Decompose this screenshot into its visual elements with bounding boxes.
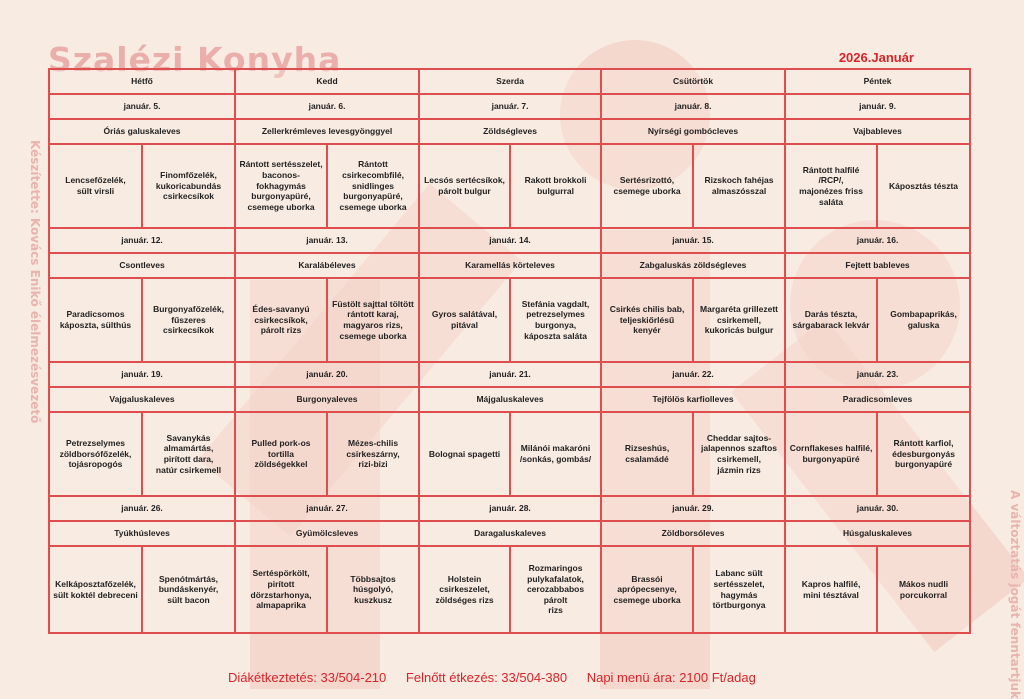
dish-cell: Rozmaringos pulykafalatok, cerozabbabos párolt rizs <box>510 546 601 633</box>
date-cell: január. 22. <box>601 362 785 387</box>
dish-cell: Milánói makaróni /sonkás, gombás/ <box>510 412 601 496</box>
date-row <box>49 228 970 253</box>
soup-cell: Daragaluskaleves <box>419 521 601 546</box>
soup-cell: Paradicsomleves <box>785 387 970 412</box>
dish-cell: Rántott sertésszelet, baconos-fokhagymás burgonyapüré, csemege uborka <box>235 144 327 228</box>
date-row <box>49 362 970 387</box>
dish-cell: Lecsós sertécsíkok, párolt bulgur <box>419 144 510 228</box>
dish-cell: Kapros halfilé, mini tésztával <box>785 546 877 633</box>
day-header: Szerda <box>419 69 601 94</box>
dish-cell: Káposztás tészta <box>877 144 970 228</box>
soup-cell: Vajgaluskaleves <box>49 387 235 412</box>
dish-cell: Sertéspörkölt, pirított dörzstarhonya, almapaprika <box>235 546 327 633</box>
adult-catering-phone: Felnőtt étkezés: 33/504-380 <box>405 670 568 685</box>
brand-logo-text: Szalézi Konyha <box>48 40 342 79</box>
date-cell: január. 15. <box>601 228 785 253</box>
soup-cell: Zöldségleves <box>419 119 601 144</box>
dish-row <box>49 144 970 228</box>
dish-cell: Margaréta grillezett csirkemell, kukoricás bulgur <box>693 278 785 362</box>
date-cell: január. 30. <box>785 496 970 521</box>
date-cell: január. 13. <box>235 228 419 253</box>
menu-table <box>48 68 971 634</box>
day-header: Hétfő <box>49 69 235 94</box>
dish-row <box>49 278 970 362</box>
dish-cell: Rántott csirkecombfilé, snidlinges burgonyapüré, csemege uborka <box>327 144 419 228</box>
soup-row <box>49 119 970 144</box>
dish-cell: Gombapaprikás, galuska <box>877 278 970 362</box>
dish-cell: Rakott brokkoli bulgurral <box>510 144 601 228</box>
dish-cell: Labanc sült sertésszelet, hagymás törtburgonya <box>693 546 785 633</box>
dish-cell: Finomfőzelék, kukoricabundás csirkecsíkok <box>142 144 235 228</box>
soup-cell: Óriás galuskaleves <box>49 119 235 144</box>
soup-row <box>49 387 970 412</box>
daily-menu-price: Napi menü ára: 2100 Ft/adag <box>586 670 756 685</box>
soup-cell: Zöldborsóleves <box>601 521 785 546</box>
date-cell: január. 16. <box>785 228 970 253</box>
date-cell: január. 19. <box>49 362 235 387</box>
date-cell: január. 28. <box>419 496 601 521</box>
soup-cell: Burgonyaleves <box>235 387 419 412</box>
dish-cell: Paradicsomos káposzta, sülthús <box>49 278 142 362</box>
dish-cell: Csirkés chilis bab, teljeskiőrlésű kenyér <box>601 278 693 362</box>
date-cell: január. 29. <box>601 496 785 521</box>
soup-cell: Húsgaluskaleves <box>785 521 970 546</box>
soup-cell: Tejfölös karfiolleves <box>601 387 785 412</box>
side-text-disclaimer: A változtatás jogát fenntartjuk <box>1008 490 1022 699</box>
dish-cell: Burgonyafőzelék, fűszeres csirkecsíkok <box>142 278 235 362</box>
dish-cell: Pulled pork-os tortilla zöldségekkel <box>235 412 327 496</box>
dish-cell: Kelkáposztafőzelék, sült koktél debreceni <box>49 546 142 633</box>
dish-cell: Bolognai spagetti <box>419 412 510 496</box>
soup-cell: Zabgaluskás zöldségleves <box>601 253 785 278</box>
date-cell: január. 14. <box>419 228 601 253</box>
dish-cell: Petrezselymes zöldborsófőzelék, tojásropogós <box>49 412 142 496</box>
soup-cell: Gyümölcsleves <box>235 521 419 546</box>
date-row <box>49 496 970 521</box>
dish-cell: Stefánia vagdalt, petrezselymes burgonya, káposzta saláta <box>510 278 601 362</box>
dish-cell: Sertésrizottó, csemege uborka <box>601 144 693 228</box>
date-cell: január. 8. <box>601 94 785 119</box>
soup-cell: Fejtett bableves <box>785 253 970 278</box>
date-cell: január. 26. <box>49 496 235 521</box>
dish-cell: Holstein csirkeszelet, zöldséges rizs <box>419 546 510 633</box>
date-cell: január. 23. <box>785 362 970 387</box>
dish-cell: Gyros salátával, pitával <box>419 278 510 362</box>
day-header: Csütörtök <box>601 69 785 94</box>
soup-cell: Zellerkrémleves levesgyönggyel <box>235 119 419 144</box>
day-header: Péntek <box>785 69 970 94</box>
dish-cell: Rizskoch fahéjas almaszósszal <box>693 144 785 228</box>
date-cell: január. 9. <box>785 94 970 119</box>
month-label: 2026.Január <box>838 50 914 65</box>
day-header: Kedd <box>235 69 419 94</box>
dish-cell: Darás tészta, sárgabarack lekvár <box>785 278 877 362</box>
dish-cell: Savanykás almamártás, pirított dara, natúr csirkemell <box>142 412 235 496</box>
dish-cell: Rántott karfiol, édesburgonyás burgonyapüré <box>877 412 970 496</box>
contact-footer <box>228 670 988 685</box>
dish-cell: Többsajtos húsgolyó, kuszkusz <box>327 546 419 633</box>
date-cell: január. 27. <box>235 496 419 521</box>
side-text-author: Készítette: Kovács Enikő élelmezésvezető <box>28 140 42 424</box>
date-cell: január. 6. <box>235 94 419 119</box>
dish-cell: Rántott halfilé /RCP/, majonézes friss saláta <box>785 144 877 228</box>
date-cell: január. 20. <box>235 362 419 387</box>
dish-row <box>49 412 970 496</box>
dish-row <box>49 546 970 633</box>
soup-cell: Karalábéleves <box>235 253 419 278</box>
soup-cell: Karamellás körteleves <box>419 253 601 278</box>
dish-cell: Cornflakeses halfilé, burgonyapüré <box>785 412 877 496</box>
dish-cell: Rizseshús, csalamádé <box>601 412 693 496</box>
dish-cell: Füstölt sajttal töltött rántott karaj, magyaros rizs, csemege uborka <box>327 278 419 362</box>
soup-row <box>49 253 970 278</box>
date-cell: január. 5. <box>49 94 235 119</box>
dish-cell: Spenótmártás, bundáskenyér, sült bacon <box>142 546 235 633</box>
dish-cell: Mézes-chilis csirkeszárny, rizi-bizi <box>327 412 419 496</box>
date-cell: január. 7. <box>419 94 601 119</box>
student-catering-phone: Diákétkeztetés: 33/504-210 <box>228 670 387 685</box>
soup-cell: Csontleves <box>49 253 235 278</box>
date-cell: január. 12. <box>49 228 235 253</box>
dish-cell: Cheddar sajtos- jalapennos szaftos csirkemell, jázmin rizs <box>693 412 785 496</box>
day-header-row <box>49 69 970 94</box>
dish-cell: Édes-savanyú csirkecsíkok, párolt rizs <box>235 278 327 362</box>
soup-row <box>49 521 970 546</box>
soup-cell: Májgaluskaleves <box>419 387 601 412</box>
soup-cell: Tyúkhúsleves <box>49 521 235 546</box>
date-row <box>49 94 970 119</box>
dish-cell: Brassói aprópecsenye, csemege uborka <box>601 546 693 633</box>
dish-cell: Mákos nudli porcukorral <box>877 546 970 633</box>
soup-cell: Vajbableves <box>785 119 970 144</box>
soup-cell: Nyírségi gombócleves <box>601 119 785 144</box>
date-cell: január. 21. <box>419 362 601 387</box>
dish-cell: Lencsefőzelék, sült virsli <box>49 144 142 228</box>
